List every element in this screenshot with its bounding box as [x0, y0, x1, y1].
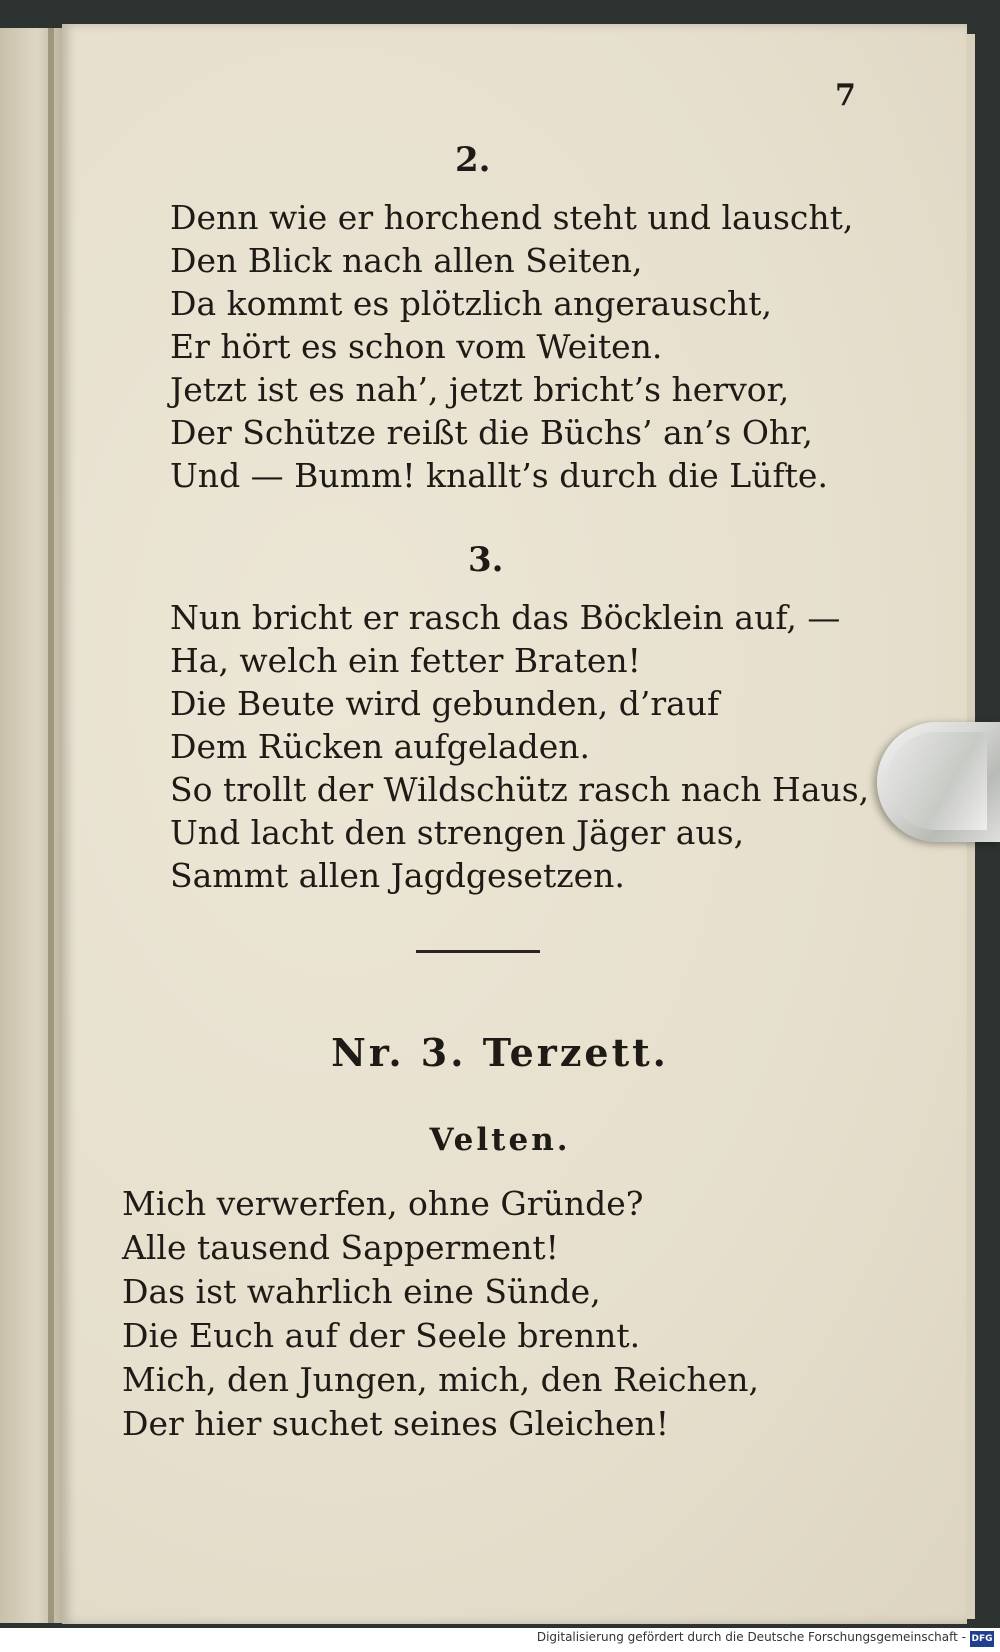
- binding-shadow: [48, 28, 54, 1623]
- page-clip-highlight: [887, 732, 987, 830]
- verse-line: So trollt der Wildschütz rasch nach Haus,: [170, 770, 870, 809]
- verse-line: Mich verwerfen, ohne Gründe?: [122, 1184, 644, 1223]
- stanza-2: [170, 196, 853, 497]
- page-clip: [877, 722, 1000, 842]
- verse-line: Den Blick nach allen Seiten,: [170, 241, 643, 280]
- verse-line: Der hier suchet seines Gleichen!: [122, 1404, 670, 1443]
- verse-line: Der Schütze reißt die Büchs’ an’s Ohr,: [170, 413, 813, 452]
- section-divider: [416, 950, 540, 953]
- speaker-name: Velten.: [429, 1122, 571, 1158]
- funding-credit: Digitalisierung gefördert durch die Deutsche Forschungsgemeinschaft -: [536, 1630, 966, 1644]
- verse-line: Alle tausend Sapperment!: [122, 1228, 559, 1267]
- stanza-3: [170, 596, 869, 897]
- verse-line: Denn wie er horchend steht und lauscht,: [170, 198, 854, 237]
- verse-line: Er hört es schon vom Weiten.: [170, 327, 663, 366]
- section-title: Nr. 3. Terzett.: [331, 1030, 669, 1075]
- stanza-3-number: 3.: [468, 540, 504, 580]
- verse-line: Mich, den Jungen, mich, den Reichen,: [122, 1360, 759, 1399]
- dfg-logo: DFG: [970, 1631, 994, 1647]
- verse-line: Ha, welch ein fetter Braten!: [170, 641, 641, 680]
- verse-line: Sammt allen Jagdgesetzen.: [170, 856, 625, 895]
- stanza-2-number: 2.: [455, 140, 491, 180]
- terzett-verse: [122, 1182, 759, 1446]
- verse-line: Die Beute wird gebunden, d’rauf: [170, 684, 720, 723]
- verse-line: Jetzt ist es nah’, jetzt bricht’s hervor,: [170, 370, 790, 409]
- verse-line: Das ist wahrlich eine Sünde,: [122, 1272, 601, 1311]
- verse-line: Da kommt es plötzlich angerauscht,: [170, 284, 773, 323]
- left-page-edge: [0, 28, 64, 1623]
- verse-line: Nun bricht er rasch das Böcklein auf, —: [170, 598, 841, 637]
- verse-line: Dem Rücken aufgeladen.: [170, 727, 591, 766]
- verse-line: Und lacht den strengen Jäger aus,: [170, 813, 745, 852]
- verse-line: Die Euch auf der Seele brennt.: [122, 1316, 641, 1355]
- verse-line: Und — Bumm! knallt’s durch die Lüfte.: [170, 456, 828, 495]
- page-number: 7: [835, 78, 856, 113]
- footer-bar: [0, 1628, 1000, 1652]
